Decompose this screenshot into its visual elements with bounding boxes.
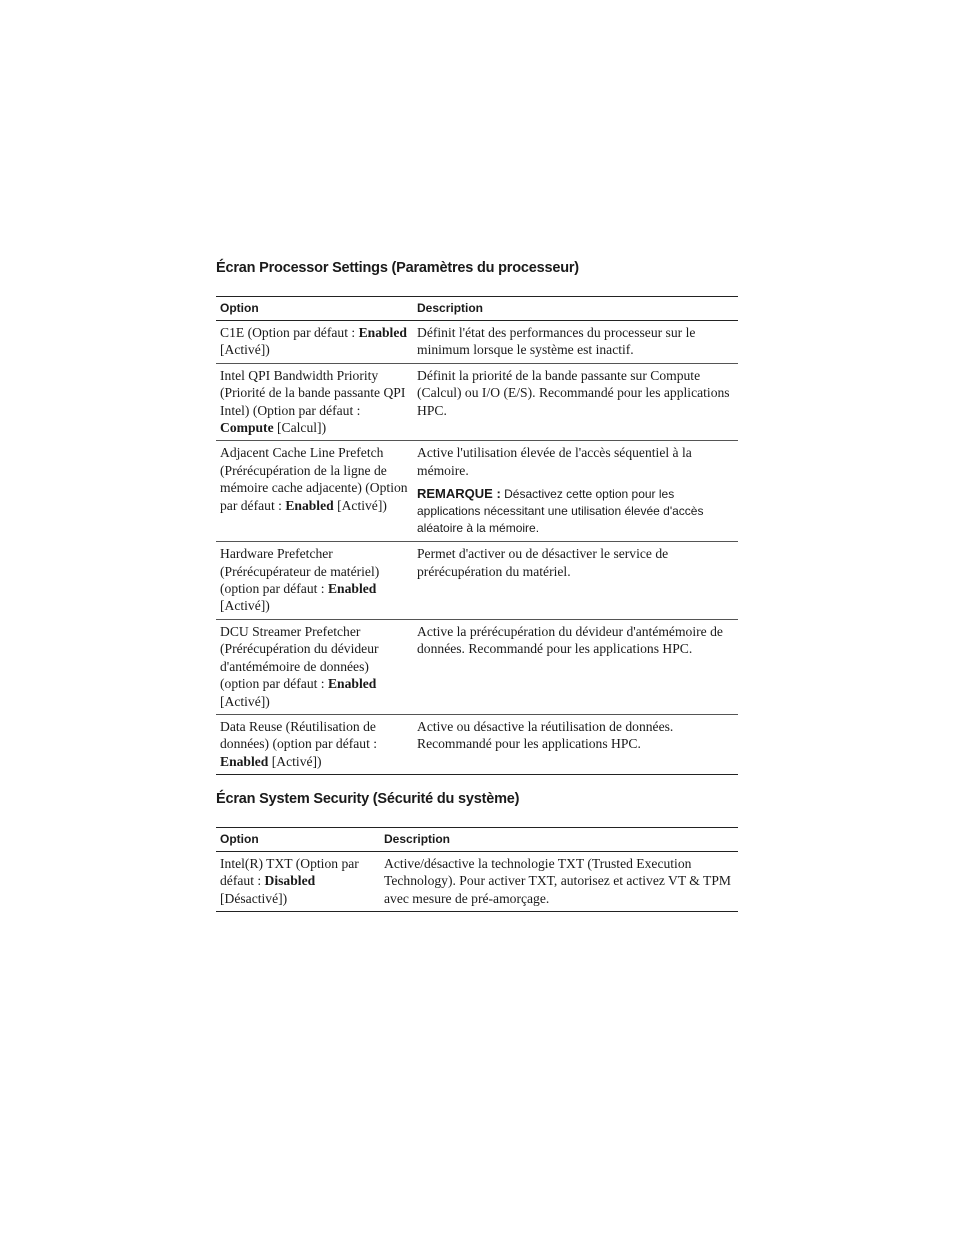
- note-label: REMARQUE :: [417, 486, 501, 502]
- column-header-description: Description: [413, 297, 738, 321]
- description-cell: Définit la priorité de la bande passante sur Compute (Calcul) ou I/O (E/S). Recommandé pour les applications HPC.: [413, 363, 738, 441]
- table-row: [216, 321, 738, 364]
- description-cell: Définit l'état des performances du processeur sur le minimum lorsque le système est inactif.: [413, 321, 738, 364]
- description-cell: [413, 441, 738, 542]
- system-security-title: Écran System Security (Sécurité du système): [216, 791, 520, 807]
- default-value: Enabled: [327, 581, 377, 597]
- processor-settings-title: Écran Processor Settings (Paramètres du processeur): [216, 260, 579, 276]
- note-text: Désactivez cette option pour les applications nécessitant une utilisation élevée d'accès aléatoire à la mémoire.: [417, 487, 704, 536]
- column-header-description: Description: [380, 828, 738, 852]
- option-text: Intel(R) TXT (Option par défaut :: [220, 856, 359, 889]
- default-value: Enabled: [358, 325, 407, 340]
- table-row: [216, 619, 738, 714]
- default-value: Disabled: [264, 873, 316, 889]
- default-value: Compute: [220, 420, 274, 436]
- option-cell: [216, 363, 413, 441]
- option-text: Adjacent Cache Line Prefetch (Prérécupération de la ligne de mémoire cache adjacente) (Option par défaut :: [220, 445, 408, 513]
- default-value: Enabled: [220, 753, 269, 769]
- default-value: Enabled: [285, 497, 334, 513]
- description-cell: Active la prérécupération du dévideur d'antémémoire de données. Recommandé pour les applications HPC.: [413, 619, 738, 714]
- option-text: Data Reuse (Réutilisation de données) (option par défaut :: [220, 718, 378, 752]
- option-cell: [216, 321, 413, 364]
- system-security-table: [216, 827, 738, 912]
- description-cell: Active ou désactive la réutilisation de données. Recommandé pour les applications HPC.: [413, 714, 738, 774]
- option-text-suffix: [Activé]): [271, 753, 322, 769]
- description-cell: Permet d'activer ou de désactiver le service de prérécupération du matériel.: [413, 542, 738, 620]
- description-text: Active l'utilisation élevée de l'accès séquentiel à la mémoire.: [417, 445, 692, 478]
- table-row: [216, 714, 738, 774]
- table-row: [216, 441, 738, 542]
- option-text-suffix: [Activé]): [337, 497, 387, 513]
- processor-settings-table: [216, 296, 738, 775]
- option-text-suffix: [Activé]): [220, 598, 270, 614]
- option-text: Intel QPI Bandwidth Priority (Priorité de la bande passante QPI Intel) (Option par défaut :: [220, 367, 406, 418]
- option-cell: [216, 542, 413, 620]
- table-header-row: [216, 297, 738, 321]
- default-value: Enabled: [327, 676, 377, 692]
- option-text-suffix: [Désactivé]): [220, 890, 288, 906]
- table-row: [216, 542, 738, 620]
- table-row: [216, 363, 738, 441]
- option-cell: [216, 714, 413, 774]
- option-cell: [216, 441, 413, 542]
- option-text: C1E (Option par défaut :: [220, 325, 356, 340]
- table-header-row: [216, 828, 738, 852]
- option-text-suffix: [Calcul]): [277, 420, 327, 436]
- note: [417, 485, 735, 537]
- column-header-option: Option: [216, 828, 380, 852]
- table-row: [216, 852, 738, 912]
- column-header-option: Option: [216, 297, 413, 321]
- description-cell: Active/désactive la technologie TXT (Trusted Execution Technology). Pour activer TXT, autorisez et activez VT & TPM avec mesure de pré-amorçage.: [380, 852, 738, 912]
- option-text-suffix: [Activé]): [220, 693, 270, 709]
- option-text-suffix: [Activé]): [220, 342, 270, 358]
- option-cell: [216, 852, 380, 912]
- option-text: Hardware Prefetcher (Prérécupérateur de matériel) (option par défaut :: [220, 546, 380, 597]
- option-text: DCU Streamer Prefetcher (Prérécupération du dévideur d'antémémoire de données) (option par défaut :: [220, 623, 379, 692]
- option-cell: [216, 619, 413, 714]
